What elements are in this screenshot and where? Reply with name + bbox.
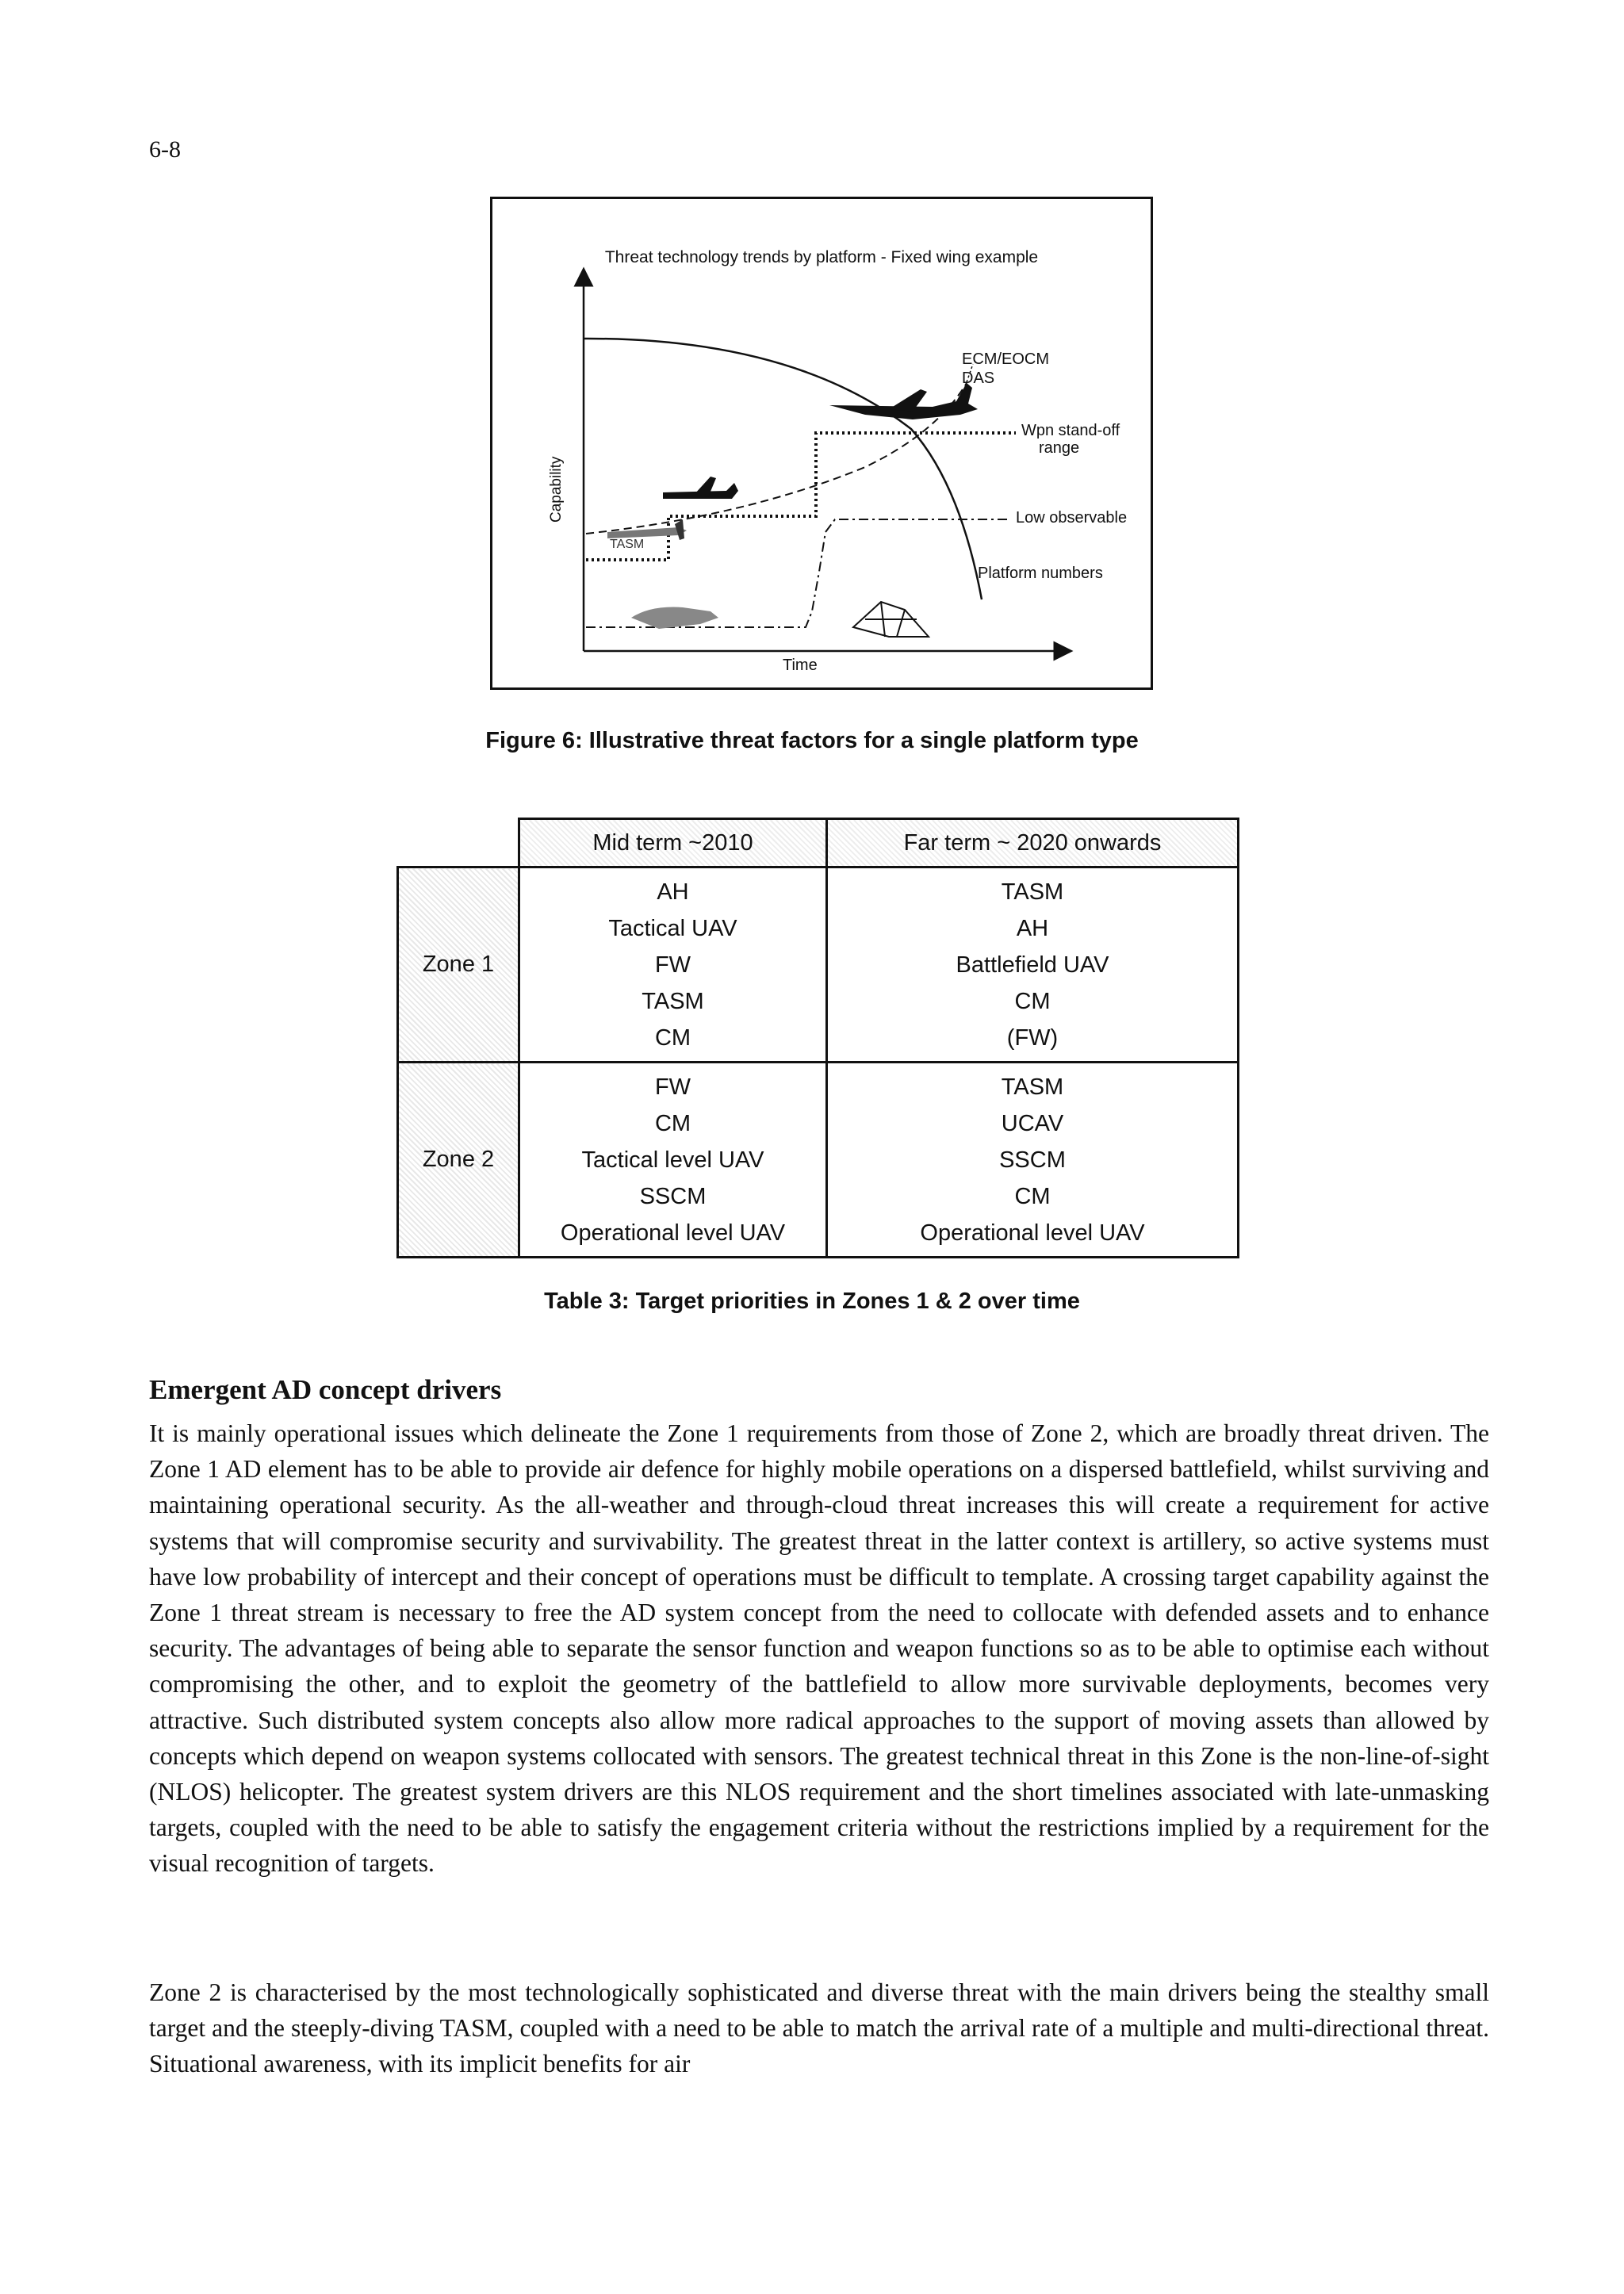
table-cell-item: TASM (1001, 879, 1064, 905)
annotation-platform-numbers: Platform numbers (978, 565, 1103, 582)
x-axis-label: Time (783, 657, 818, 674)
figure-caption: Figure 6: Illustrative threat factors for a single platform type (485, 728, 1139, 753)
target-priorities-table (396, 818, 1239, 1258)
figure-title: Threat technology trends by platform - Fixed wing example (604, 248, 1039, 266)
table-cell-item: Tactical level UAV (581, 1147, 764, 1173)
table-cell-item: TASM (1001, 1074, 1064, 1100)
body-paragraph: Zone 2 is characterised by the most technologically sophisticated and diverse threat with the main drivers being the stealthy small target and the steeply-diving TASM, coupled with a need to be able to match the arrival rate of a multiple and multi-directional threat. Situational awareness, with its implicit benefits for air (149, 1978, 1489, 2078)
table-row (398, 867, 1239, 1063)
table-corner (398, 819, 519, 867)
header-mid-term: Mid term ~2010 (519, 819, 827, 867)
table-cell-item: AH (1016, 915, 1049, 941)
annotation-low-observable: Low observable (1016, 509, 1128, 527)
zone-label: Zone 2 (398, 1063, 519, 1258)
table-cell-item: CM (1014, 1183, 1051, 1209)
table-cell-item: Battlefield UAV (956, 952, 1109, 978)
y-axis-label: Capability (548, 456, 565, 523)
table-cell-item: Operational level UAV (560, 1220, 786, 1246)
table-cell-item: Tactical UAV (608, 915, 737, 941)
annotation-ecm: ECM/EOCM (962, 350, 1049, 368)
table-cell-item: Operational level UAV (920, 1220, 1145, 1246)
zone-label: Zone 1 (398, 867, 519, 1063)
table-cell-item: TASM (642, 988, 704, 1014)
aircraft-low-icon (631, 607, 718, 629)
table-cell-item: CM (654, 1110, 691, 1136)
figure-threat-trends (490, 197, 1153, 690)
table-cell-item: FW (654, 1074, 691, 1100)
aircraft-mid-icon (663, 477, 738, 499)
table-caption: Table 3: Target priorities in Zones 1 & 2 over time (544, 1289, 1080, 1314)
table-cell-item: SSCM (999, 1147, 1066, 1173)
table-header-row (398, 819, 1239, 867)
table-cell-item: UCAV (1001, 1110, 1064, 1136)
header-far-term: Far term ~ 2020 onwards (827, 819, 1239, 867)
annotation-das: DAS (962, 370, 995, 387)
table-cell-item: CM (1014, 988, 1051, 1014)
aircraft-top-icon (829, 383, 978, 419)
table-cell-item: SSCM (639, 1183, 707, 1209)
annotation-range: range (1039, 439, 1080, 457)
table-cell-item: CM (654, 1024, 691, 1051)
table-cell-item: (FW) (1006, 1024, 1059, 1051)
stealth-aircraft-icon (853, 602, 929, 637)
annotation-tasm: TASM (610, 538, 645, 551)
page-number: 6-8 (149, 136, 181, 163)
mid-term-cell (519, 867, 827, 1063)
far-term-cell (827, 867, 1239, 1063)
annotation-wpn-standoff: Wpn stand-off (1021, 422, 1120, 439)
mid-term-cell (519, 1063, 827, 1258)
body-paragraph: It is mainly operational issues which delineate the Zone 1 requirements from those of Zone 2, which are broadly threat driven. The Zone 1 AD element has to be able to provide air defence for highly mobile operations on a dispersed battlefield, whilst surviving and maintaining operational security. As the all-weather and through-cloud threat increases this will create a requirement for active systems that will compromise security and survivability. The greatest threat in the latter context is artillery, so active systems must have low probability of intercept and their concept of operations must be difficult to template. A crossing target capability against the Zone 1 threat stream is necessary to free the AD system concept from the need to collocate with defended assets and to enhance security. The advantages of being able to separate the sensor function and weapon functions so as to be able to optimise each without compromising the other, and to exploit the geometry of the battlefield to allow more survivable deployments, becomes very attractive. Such distributed system concepts also allow more radical approaches to the support of moving assets than allowed by concepts which depend on weapon systems collocated with sensors. The greatest technical threat in this Zone is the non-line-of-sight (NLOS) helicopter. The greatest system drivers are this NLOS requirement and the short timelines associated with late-unmasking targets, coupled with the need to be able to satisfy the engagement criteria without the restrictions implied by a requirement for the visual recognition of targets. (149, 1419, 1489, 1878)
section-heading: Emergent AD concept drivers (149, 1374, 502, 1405)
table-cell-item: FW (654, 952, 691, 978)
far-term-cell (827, 1063, 1239, 1258)
table-row (398, 1063, 1239, 1258)
table-cell-item: AH (657, 879, 689, 905)
